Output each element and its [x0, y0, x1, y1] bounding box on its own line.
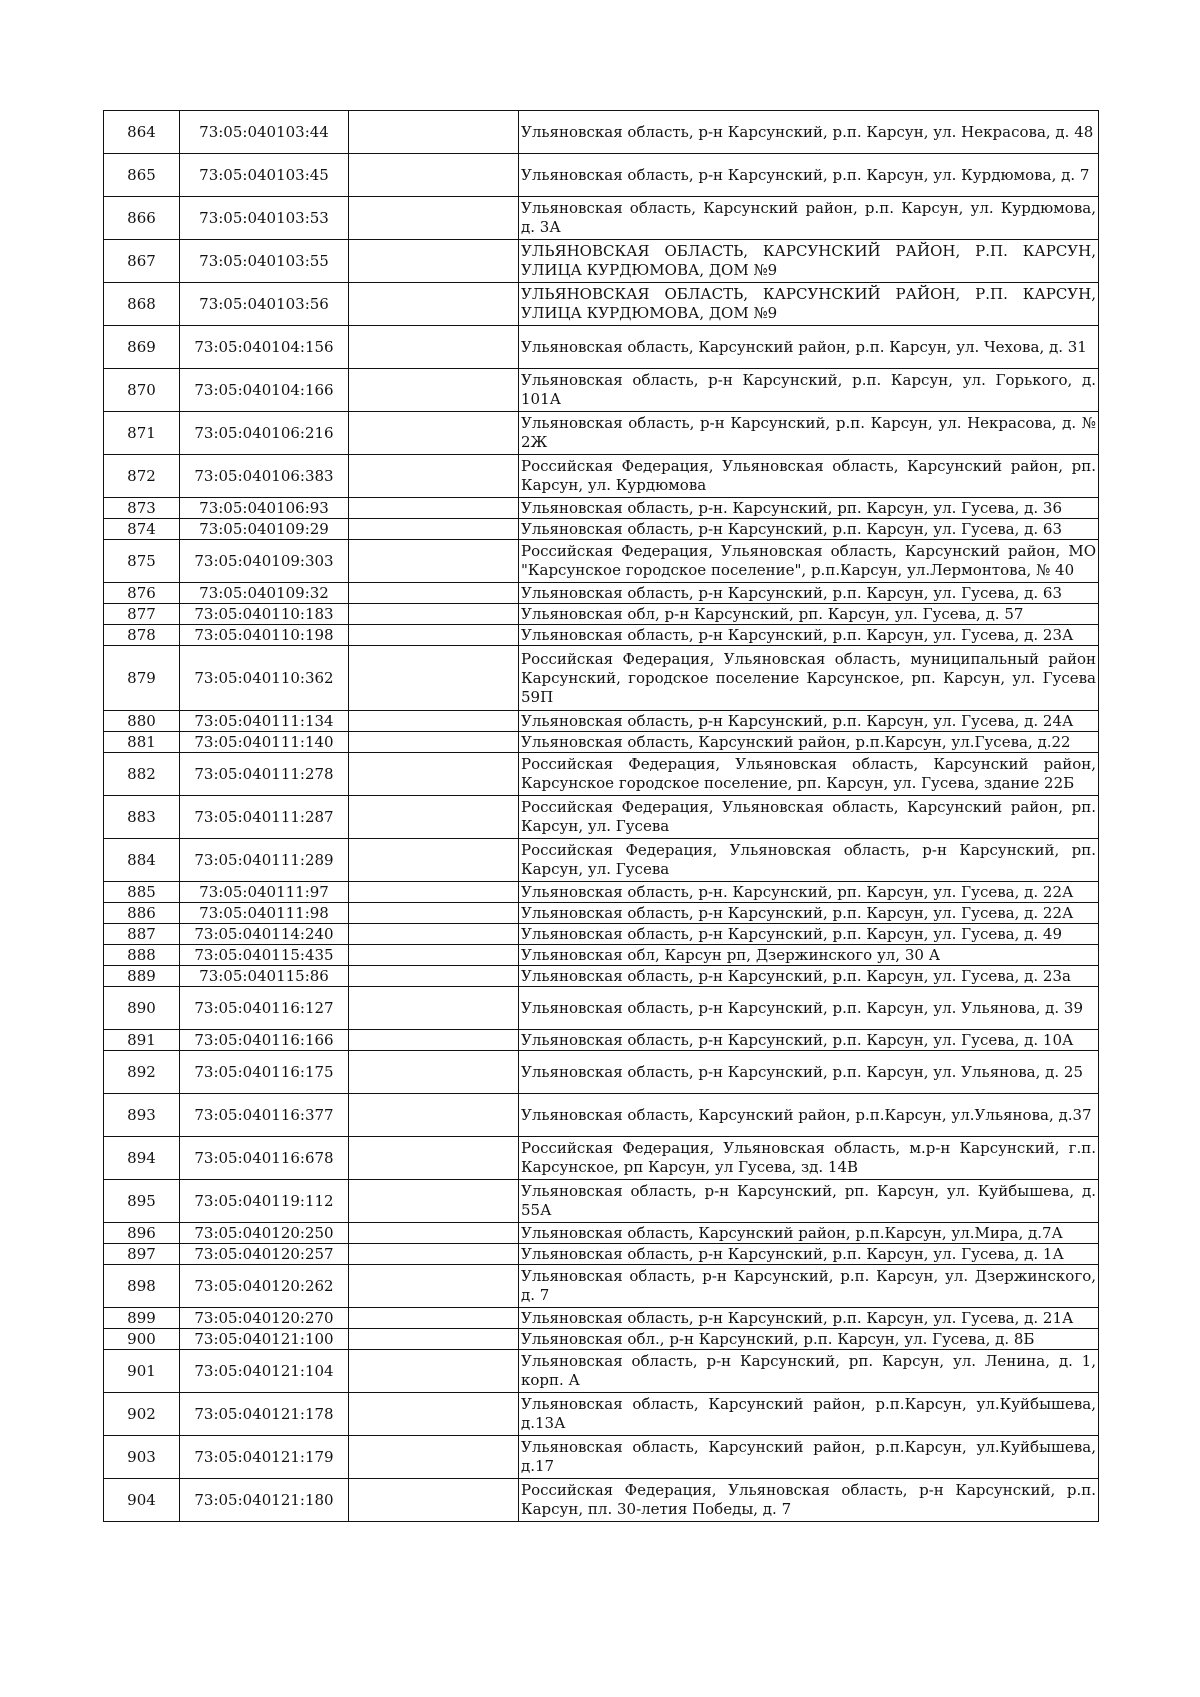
address-cell: УЛЬЯНОВСКАЯ ОБЛАСТЬ, КАРСУНСКИЙ РАЙОН, Р.П. КАРСУН, УЛИЦА КУРДЮМОВА, ДОМ №9 — [519, 240, 1099, 283]
row-number-cell: 884 — [104, 839, 180, 882]
empty-cell — [349, 839, 519, 882]
empty-cell — [349, 1223, 519, 1244]
row-number-cell: 897 — [104, 1244, 180, 1265]
address-cell: Российская Федерация, Ульяновская область, Карсунский район, рп. Карсун, ул. Гусева — [519, 796, 1099, 839]
cadastral-number-cell: 73:05:040111:287 — [180, 796, 349, 839]
empty-cell — [349, 903, 519, 924]
empty-cell — [349, 646, 519, 711]
empty-cell — [349, 1265, 519, 1308]
address-cell: Российская Федерация, Ульяновская область, р-н Карсунский, р.п. Карсун, пл. 30-летия Победы, д. 7 — [519, 1479, 1099, 1522]
row-number-cell: 873 — [104, 498, 180, 519]
table-row — [104, 111, 1099, 154]
cadastral-number-cell: 73:05:040121:179 — [180, 1436, 349, 1479]
address-cell: Ульяновская область, р-н. Карсунский, рп. Карсун, ул. Гусева, д. 36 — [519, 498, 1099, 519]
row-number-cell: 887 — [104, 924, 180, 945]
empty-cell — [349, 1137, 519, 1180]
table-row — [104, 1051, 1099, 1094]
row-number-cell: 874 — [104, 519, 180, 540]
row-number-cell: 898 — [104, 1265, 180, 1308]
cadastral-number-cell: 73:05:040103:55 — [180, 240, 349, 283]
empty-cell — [349, 1436, 519, 1479]
cadastral-number-cell: 73:05:040120:262 — [180, 1265, 349, 1308]
table-row — [104, 987, 1099, 1030]
row-number-cell: 886 — [104, 903, 180, 924]
cadastral-number-cell: 73:05:040116:166 — [180, 1030, 349, 1051]
address-cell: Ульяновская область, Карсунский район, р.п. Карсун, ул. Чехова, д. 31 — [519, 326, 1099, 369]
table-row — [104, 498, 1099, 519]
address-cell: Российская Федерация, Ульяновская область, Карсунский район, рп. Карсун, ул. Курдюмова — [519, 455, 1099, 498]
row-number-cell: 883 — [104, 796, 180, 839]
table-row — [104, 1308, 1099, 1329]
table-row — [104, 625, 1099, 646]
address-cell: Ульяновская область, Карсунский район, р.п. Карсун, ул. Курдюмова, д. 3А — [519, 197, 1099, 240]
address-cell: Ульяновская обл., р-н Карсунский, р.п. Карсун, ул. Гусева, д. 8Б — [519, 1329, 1099, 1350]
cadastral-number-cell: 73:05:040116:678 — [180, 1137, 349, 1180]
table-row — [104, 882, 1099, 903]
address-cell: Ульяновская область, р-н. Карсунский, рп. Карсун, ул. Гусева, д. 22А — [519, 882, 1099, 903]
empty-cell — [349, 1094, 519, 1137]
empty-cell — [349, 987, 519, 1030]
cadastral-number-cell: 73:05:040109:32 — [180, 583, 349, 604]
address-cell: Российская Федерация, Ульяновская область, Карсунский район, МО "Карсунское городское поселение", р.п.Карсун, ул.Лермонтова, № 40 — [519, 540, 1099, 583]
row-number-cell: 878 — [104, 625, 180, 646]
row-number-cell: 871 — [104, 412, 180, 455]
cadastral-number-cell: 73:05:040103:45 — [180, 154, 349, 197]
empty-cell — [349, 1479, 519, 1522]
address-cell: Ульяновская область, р-н Карсунский, р.п. Карсун, ул. Гусева, д. 24А — [519, 711, 1099, 732]
row-number-cell: 900 — [104, 1329, 180, 1350]
row-number-cell: 880 — [104, 711, 180, 732]
cadastral-number-cell: 73:05:040104:156 — [180, 326, 349, 369]
row-number-cell: 904 — [104, 1479, 180, 1522]
cadastral-number-cell: 73:05:040115:86 — [180, 966, 349, 987]
empty-cell — [349, 732, 519, 753]
cadastral-number-cell: 73:05:040115:435 — [180, 945, 349, 966]
empty-cell — [349, 882, 519, 903]
table-row — [104, 540, 1099, 583]
empty-cell — [349, 1180, 519, 1223]
empty-cell — [349, 519, 519, 540]
row-number-cell: 879 — [104, 646, 180, 711]
address-cell: Ульяновская область, р-н Карсунский, р.п. Карсун, ул. Гусева, д. 49 — [519, 924, 1099, 945]
empty-cell — [349, 753, 519, 796]
cadastral-number-cell: 73:05:040110:183 — [180, 604, 349, 625]
empty-cell — [349, 111, 519, 154]
cadastral-number-cell: 73:05:040103:44 — [180, 111, 349, 154]
address-cell: Ульяновская область, р-н Карсунский, р.п. Карсун, ул. Курдюмова, д. 7 — [519, 154, 1099, 197]
empty-cell — [349, 583, 519, 604]
row-number-cell: 892 — [104, 1051, 180, 1094]
row-number-cell: 881 — [104, 732, 180, 753]
row-number-cell: 877 — [104, 604, 180, 625]
row-number-cell: 889 — [104, 966, 180, 987]
table-row — [104, 1436, 1099, 1479]
row-number-cell: 894 — [104, 1137, 180, 1180]
address-cell: Ульяновская область, р-н Карсунский, р.п. Карсун, ул. Ульянова, д. 39 — [519, 987, 1099, 1030]
cadastral-number-cell: 73:05:040111:278 — [180, 753, 349, 796]
cadastral-number-cell: 73:05:040103:53 — [180, 197, 349, 240]
row-number-cell: 888 — [104, 945, 180, 966]
empty-cell — [349, 1350, 519, 1393]
cadastral-number-cell: 73:05:040110:362 — [180, 646, 349, 711]
empty-cell — [349, 796, 519, 839]
address-cell: Ульяновская область, р-н Карсунский, р.п. Карсун, ул. Некрасова, д. № 2Ж — [519, 412, 1099, 455]
row-number-cell: 868 — [104, 283, 180, 326]
empty-cell — [349, 326, 519, 369]
cadastral-number-cell: 73:05:040119:112 — [180, 1180, 349, 1223]
empty-cell — [349, 1308, 519, 1329]
empty-cell — [349, 966, 519, 987]
empty-cell — [349, 197, 519, 240]
table-row — [104, 369, 1099, 412]
address-cell: Ульяновская обл, р-н Карсунский, рп. Карсун, ул. Гусева, д. 57 — [519, 604, 1099, 625]
table-row — [104, 604, 1099, 625]
address-cell: Ульяновская область, Карсунский район, р.п.Карсун, ул.Куйбышева, д.13А — [519, 1393, 1099, 1436]
address-cell: Ульяновская область, Карсунский район, р.п.Карсун, ул.Мира, д.7А — [519, 1223, 1099, 1244]
cadastral-number-cell: 73:05:040116:175 — [180, 1051, 349, 1094]
table-row — [104, 455, 1099, 498]
address-cell: Ульяновская область, р-н Карсунский, р.п. Карсун, ул. Горького, д. 101А — [519, 369, 1099, 412]
row-number-cell: 895 — [104, 1180, 180, 1223]
row-number-cell: 902 — [104, 1393, 180, 1436]
address-cell: Российская Федерация, Ульяновская область, р-н Карсунский, рп. Карсун, ул. Гусева — [519, 839, 1099, 882]
row-number-cell: 876 — [104, 583, 180, 604]
row-number-cell: 875 — [104, 540, 180, 583]
cadastral-number-cell: 73:05:040120:270 — [180, 1308, 349, 1329]
address-cell: Ульяновская область, р-н Карсунский, рп. Карсун, ул. Ленина, д. 1, корп. А — [519, 1350, 1099, 1393]
address-cell: Ульяновская область, Карсунский район, р.п.Карсун, ул.Куйбышева, д.17 — [519, 1436, 1099, 1479]
table-row — [104, 1223, 1099, 1244]
empty-cell — [349, 240, 519, 283]
row-number-cell: 882 — [104, 753, 180, 796]
table-row — [104, 326, 1099, 369]
empty-cell — [349, 455, 519, 498]
row-number-cell: 864 — [104, 111, 180, 154]
row-number-cell: 901 — [104, 1350, 180, 1393]
empty-cell — [349, 1244, 519, 1265]
table-row — [104, 240, 1099, 283]
cadastral-number-cell: 73:05:040109:29 — [180, 519, 349, 540]
cadastral-number-cell: 73:05:040120:250 — [180, 1223, 349, 1244]
cadastral-number-cell: 73:05:040110:198 — [180, 625, 349, 646]
cadastral-number-cell: 73:05:040111:98 — [180, 903, 349, 924]
row-number-cell: 890 — [104, 987, 180, 1030]
address-cell: Ульяновская область, р-н Карсунский, р.п. Карсун, ул. Гусева, д. 1А — [519, 1244, 1099, 1265]
table-row — [104, 711, 1099, 732]
address-cell: Ульяновская область, р-н Карсунский, р.п. Карсун, ул. Гусева, д. 23А — [519, 625, 1099, 646]
row-number-cell: 896 — [104, 1223, 180, 1244]
address-cell: Российская Федерация, Ульяновская область, Карсунский район, Карсунское городское поселение, рп. Карсун, ул. Гусева, здание 22Б — [519, 753, 1099, 796]
row-number-cell: 891 — [104, 1030, 180, 1051]
cadastral-number-cell: 73:05:040114:240 — [180, 924, 349, 945]
cadastral-number-cell: 73:05:040106:216 — [180, 412, 349, 455]
row-number-cell: 885 — [104, 882, 180, 903]
cadastral-number-cell: 73:05:040109:303 — [180, 540, 349, 583]
cadastral-number-cell: 73:05:040111:140 — [180, 732, 349, 753]
cadastral-number-cell: 73:05:040111:289 — [180, 839, 349, 882]
empty-cell — [349, 1393, 519, 1436]
address-cell: Ульяновская область, р-н Карсунский, р.п. Карсун, ул. Ульянова, д. 25 — [519, 1051, 1099, 1094]
cadastral-number-cell: 73:05:040116:127 — [180, 987, 349, 1030]
cadastral-number-cell: 73:05:040111:97 — [180, 882, 349, 903]
address-cell: Ульяновская область, р-н Карсунский, рп. Карсун, ул. Куйбышева, д. 55А — [519, 1180, 1099, 1223]
row-number-cell: 899 — [104, 1308, 180, 1329]
address-cell: Ульяновская область, р-н Карсунский, р.п. Карсун, ул. Гусева, д. 21А — [519, 1308, 1099, 1329]
empty-cell — [349, 604, 519, 625]
row-number-cell: 872 — [104, 455, 180, 498]
empty-cell — [349, 283, 519, 326]
address-cell: Ульяновская область, Карсунский район, р.п.Карсун, ул.Гусева, д.22 — [519, 732, 1099, 753]
empty-cell — [349, 711, 519, 732]
address-cell: Российская Федерация, Ульяновская область, м.р-н Карсунский, г.п. Карсунское, рп Карсун, ул Гусева, зд. 14В — [519, 1137, 1099, 1180]
empty-cell — [349, 1329, 519, 1350]
address-cell: Ульяновская область, р-н Карсунский, р.п. Карсун, ул. Гусева, д. 63 — [519, 519, 1099, 540]
table-row — [104, 1137, 1099, 1180]
table-row — [104, 1393, 1099, 1436]
empty-cell — [349, 1051, 519, 1094]
table-row — [104, 1094, 1099, 1137]
address-cell: УЛЬЯНОВСКАЯ ОБЛАСТЬ, КАРСУНСКИЙ РАЙОН, Р.П. КАРСУН, УЛИЦА КУРДЮМОВА, ДОМ №9 — [519, 283, 1099, 326]
empty-cell — [349, 154, 519, 197]
table-row — [104, 753, 1099, 796]
row-number-cell: 893 — [104, 1094, 180, 1137]
table-row — [104, 796, 1099, 839]
cadastral-number-cell: 73:05:040106:93 — [180, 498, 349, 519]
row-number-cell: 867 — [104, 240, 180, 283]
table-row — [104, 1479, 1099, 1522]
empty-cell — [349, 498, 519, 519]
table-row — [104, 945, 1099, 966]
address-cell: Ульяновская область, р-н Карсунский, р.п. Карсун, ул. Гусева, д. 10А — [519, 1030, 1099, 1051]
empty-cell — [349, 924, 519, 945]
cadastral-number-cell: 73:05:040121:180 — [180, 1479, 349, 1522]
table-row — [104, 583, 1099, 604]
table-row — [104, 839, 1099, 882]
address-cell: Ульяновская область, р-н Карсунский, р.п. Карсун, ул. Гусева, д. 22А — [519, 903, 1099, 924]
address-cell: Российская Федерация, Ульяновская область, муниципальный район Карсунский, городское поселение Карсунское, рп. Карсун, ул. Гусева 59П — [519, 646, 1099, 711]
empty-cell — [349, 945, 519, 966]
table-row — [104, 197, 1099, 240]
empty-cell — [349, 540, 519, 583]
empty-cell — [349, 1030, 519, 1051]
row-number-cell: 903 — [104, 1436, 180, 1479]
address-cell: Ульяновская область, р-н Карсунский, р.п. Карсун, ул. Некрасова, д. 48 — [519, 111, 1099, 154]
table-row — [104, 154, 1099, 197]
table-row — [104, 966, 1099, 987]
table-row — [104, 646, 1099, 711]
address-cell: Ульяновская область, Карсунский район, р.п.Карсун, ул.Ульянова, д.37 — [519, 1094, 1099, 1137]
table-row — [104, 1329, 1099, 1350]
table-row — [104, 1030, 1099, 1051]
table-row — [104, 903, 1099, 924]
cadastral-number-cell: 73:05:040121:178 — [180, 1393, 349, 1436]
table-row — [104, 519, 1099, 540]
cadastral-number-cell: 73:05:040106:383 — [180, 455, 349, 498]
table-row — [104, 1265, 1099, 1308]
table-row — [104, 412, 1099, 455]
table-row — [104, 1350, 1099, 1393]
row-number-cell: 865 — [104, 154, 180, 197]
address-cell: Ульяновская область, р-н Карсунский, р.п. Карсун, ул. Гусева, д. 23а — [519, 966, 1099, 987]
registry-table-body — [104, 111, 1099, 1522]
cadastral-number-cell: 73:05:040121:100 — [180, 1329, 349, 1350]
empty-cell — [349, 369, 519, 412]
cadastral-number-cell: 73:05:040120:257 — [180, 1244, 349, 1265]
cadastral-number-cell: 73:05:040104:166 — [180, 369, 349, 412]
cadastral-number-cell: 73:05:040111:134 — [180, 711, 349, 732]
table-row — [104, 924, 1099, 945]
row-number-cell: 869 — [104, 326, 180, 369]
cadastral-number-cell: 73:05:040121:104 — [180, 1350, 349, 1393]
address-cell: Ульяновская область, р-н Карсунский, р.п. Карсун, ул. Гусева, д. 63 — [519, 583, 1099, 604]
registry-table — [103, 110, 1099, 1522]
row-number-cell: 870 — [104, 369, 180, 412]
row-number-cell: 866 — [104, 197, 180, 240]
cadastral-number-cell: 73:05:040116:377 — [180, 1094, 349, 1137]
table-row — [104, 1244, 1099, 1265]
cadastral-number-cell: 73:05:040103:56 — [180, 283, 349, 326]
table-row — [104, 1180, 1099, 1223]
address-cell: Ульяновская обл, Карсун рп, Дзержинского ул, 30 А — [519, 945, 1099, 966]
address-cell: Ульяновская область, р-н Карсунский, р.п. Карсун, ул. Дзержинского, д. 7 — [519, 1265, 1099, 1308]
table-row — [104, 732, 1099, 753]
empty-cell — [349, 625, 519, 646]
empty-cell — [349, 412, 519, 455]
table-row — [104, 283, 1099, 326]
